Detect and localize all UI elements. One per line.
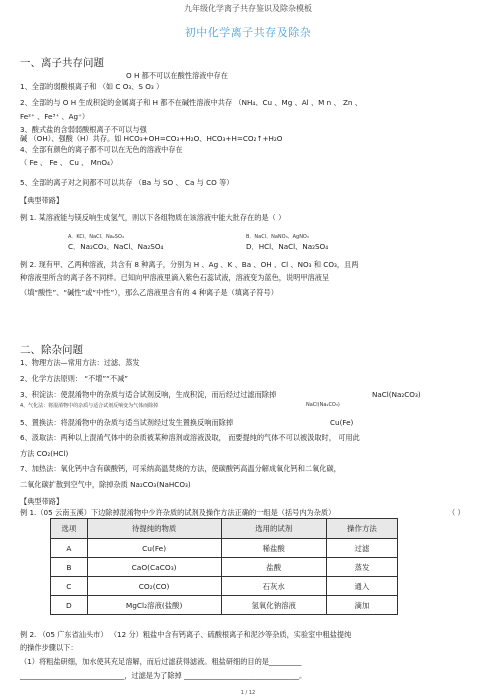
options-table	[50, 518, 398, 615]
question-line: （填“酸性”、“碱性”或“中性”），那么乙溶液里含有的 4 种离子是（填离子符号）	[20, 288, 278, 297]
option-a: A．KCl、NaCl、Na₂SO₄	[68, 234, 124, 240]
line: 2、全部的与 O H 生成积淀的金属离子和 H 都不在碱性溶液中共存 （NH₄、Cu 、Mg 、Al 、M n 、 Zn 、	[20, 98, 362, 107]
line: 4、全部有颜色的离子都不可以在无色的溶液中存在	[20, 145, 183, 154]
table-cell: D	[51, 596, 88, 615]
table-row	[51, 596, 398, 615]
table-header-row	[51, 519, 398, 539]
table-header-cell: 选用的试剂	[221, 519, 326, 539]
method-line: 6、汲取法：两种以上混淆气体中的杂质被某种溶剂或溶液汲取， 而要提纯的气体不可以被汲取时， 可用此	[20, 433, 360, 442]
section-heading-ion-coexistence: 一、离子共存问题	[20, 57, 104, 69]
method-line: 二氧化碳扩散到空气中，除掉杂质 Na₂CO₃(NaHCO₃)	[20, 480, 191, 489]
line: O H 都不可以在酸性溶液中存在	[126, 71, 228, 80]
line: 5、全部的离子对之间都不可以共存 （Ba 与 SO 、 Ca 与 CO 等）	[20, 178, 234, 187]
running-header: 九年级化学离子共存鉴识及除杂模板	[184, 4, 312, 13]
page-number: 1 / 12	[240, 690, 256, 696]
table-cell: 滴加	[326, 596, 397, 615]
table-cell: C	[51, 577, 88, 596]
table-cell: 通入	[326, 577, 397, 596]
question: 例 1.（05 云南玉溪）下边除掉混淆物中少许杂质的试剂及操作方法正确的一组是（括号内为杂质）	[20, 508, 336, 517]
table-cell: CaO(CaCO₃)	[87, 558, 221, 577]
method-example: Cu(Fe)	[330, 418, 354, 427]
method-line: 5、置换法：将混淆物中的杂质与适当试剂经过发生置换反响而除掉	[20, 418, 234, 427]
method-line: 方法 CO₂(HCl)	[20, 449, 69, 458]
question-line: 的操作步骤以下：	[20, 643, 78, 652]
question: 例 2. （05 广东省汕头市） （12 分）粗盐中含有钙离子、硫酸根离子和泥沙等杂质，实验室中粗盐提纯	[20, 630, 352, 639]
method-example: NaCl(Na₂CO₃)	[372, 390, 421, 399]
method-example-small: NaCl(Na₂CO₃)	[306, 402, 340, 408]
table-header-cell: 选项	[51, 519, 88, 539]
table-header-cell: 操作方法	[326, 519, 397, 539]
table-row	[51, 539, 398, 558]
example-tag: 【典型带路】	[20, 497, 64, 506]
line: Fe²⁺ 、Fe³⁺ 、Ag⁺）	[20, 112, 90, 121]
line: （ Fe 、 Fe 、 Cu 、 MnO₄）	[20, 158, 118, 167]
table-cell: 盐酸	[221, 558, 326, 577]
table-row	[51, 577, 398, 596]
question-line: （1）将粗盐研细，加水使其充足溶解，而后过滤获得滤液。粗盐研细的目的是_________	[20, 657, 302, 666]
table-cell: A	[51, 539, 88, 558]
method-line: 1、物理方法—常用方法：过滤、蒸发	[20, 358, 140, 367]
line: 3、酸式盐的含弱弱酸根离子不可以与强	[20, 125, 147, 134]
table-cell: 稀盐酸	[221, 539, 326, 558]
table-cell: B	[51, 558, 88, 577]
table-header-cell: 待提纯的物质	[87, 519, 221, 539]
method-line: 7、加热法：氧化钙中含有碳酸钙，可采纳高温焚烧的方法，使碳酸钙高温分解成氧化钙和二氧化碳，	[20, 464, 341, 473]
section-heading-impurity-removal: 二、除杂问题	[20, 344, 83, 356]
table-cell: 过滤	[326, 539, 397, 558]
line: 碱 （OH）、强酸（H）共存。如 HCO₃+OH=CO₃+H₂O、HCO₃+H=CO₂↑+H₂O	[20, 134, 283, 143]
option-b: B．NaCl、NaNO₃、AgNO₃	[246, 234, 309, 240]
question: 例 2. 现有甲、乙两种溶液，共含有 8 种离子，分别为 H 、Ag 、K 、Ba 、OH 、Cl 、NO₃ 和 CO₃，且两	[20, 260, 359, 269]
question: 例 1. 某溶液能与镁反响生成氢气，则以下各组物质在该溶液中能大批存在的是（ ）	[20, 213, 286, 222]
example-tag: 【典型带路】	[20, 196, 64, 205]
table-cell: Cu(Fe)	[87, 539, 221, 558]
table-cell: CO₂(CO)	[87, 577, 221, 596]
method-line-small: 4、气化法：将混淆物中的杂质与适合试剂反响变为气体而除掉	[20, 403, 159, 409]
option-c: C．Na₂CO₃、NaCl、Na₂SO₄	[68, 242, 164, 251]
answer-bracket: （ ）	[448, 508, 465, 517]
method-line: 3、积淀法：使混淆物中的杂质与适合试剂反响，生成积淀，而后经过过滤而除掉	[20, 390, 277, 399]
question-line: _____________________________，过滤是为了除掉 ________________________________。	[20, 671, 307, 680]
method-line: 2、化学方法原则： “不增”“不减”	[20, 374, 129, 383]
option-d: D．HCl、NaCl、Na₂SO₄	[246, 242, 329, 251]
line: 1、全部的弱酸根离子和 （如 C O₃、S O₃ ）	[20, 82, 164, 91]
table-cell: 蒸发	[326, 558, 397, 577]
doc-title: 初中化学离子共存及除杂	[184, 26, 312, 39]
table-cell: 氢氧化钠溶液	[221, 596, 326, 615]
table-cell: 石灰水	[221, 577, 326, 596]
table-row	[51, 558, 398, 577]
question-line: 种溶液里所含的离子各不同样。已知向甲溶液里滴入紫色石蕊试液，溶液变为蓝色，说明甲溶液呈	[20, 273, 330, 282]
table-cell: MgCl₂溶液(盐酸)	[87, 596, 221, 615]
